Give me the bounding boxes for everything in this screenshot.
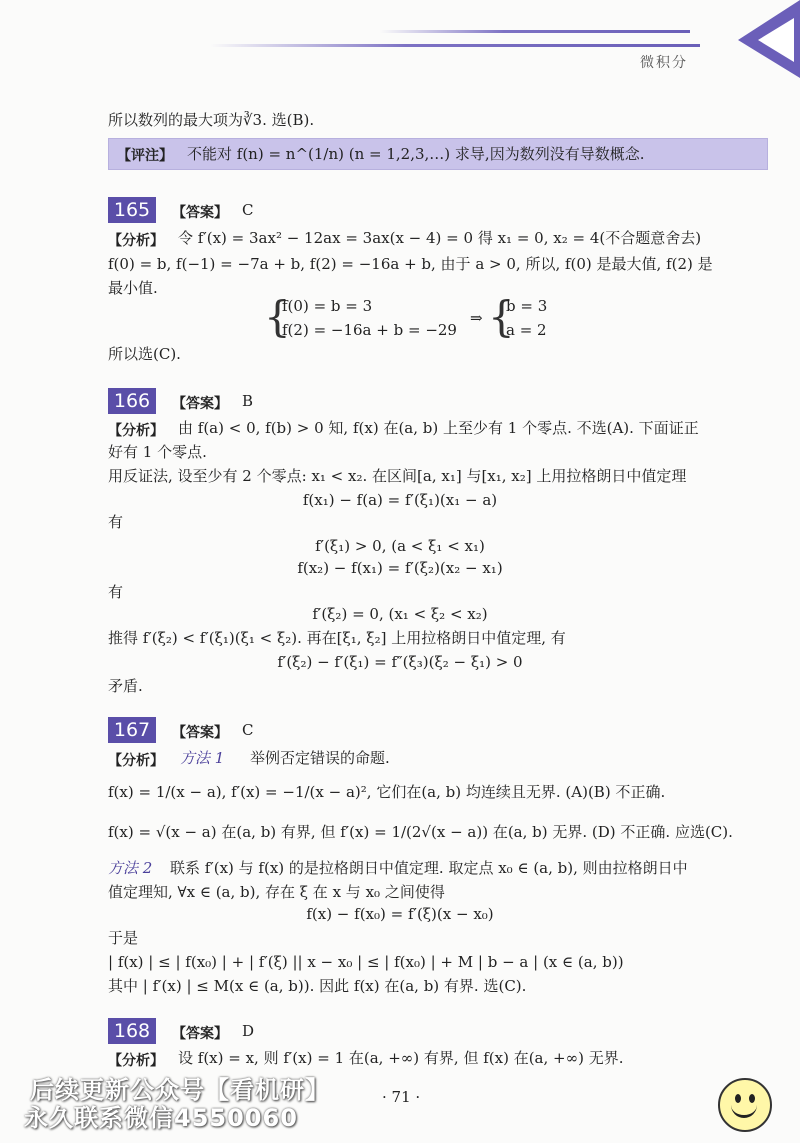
answer-label-165: 【答案】 xyxy=(172,205,228,221)
method-label: 方法 1 xyxy=(180,749,225,767)
section-title: 微积分 xyxy=(640,55,688,71)
equation: f(x₂) − f(x₁) = f′(ξ₂)(x₂ − x₁) xyxy=(297,559,503,577)
analysis-label-167: 【分析】 xyxy=(108,753,164,769)
equation: f′(ξ₁) > 0, (a < ξ₁ < x₁) xyxy=(315,537,485,555)
method-label: 方法 2 xyxy=(108,859,153,877)
equation: f(x) − f(x₀) = f′(ξ)(x − x₀) xyxy=(306,905,494,923)
brace-right: { xyxy=(488,292,515,341)
equation: f′(ξ₂) − f′(ξ₁) = f″(ξ₃)(ξ₂ − ξ₁) > 0 xyxy=(277,653,523,671)
text-line: f(0) = b, f(−1) = −7a + b, f(2) = −16a + b, 由于 a > 0, 所以, f(0) 是最大值, f(2) 是 xyxy=(108,255,713,273)
formula-line: f(x) = 1/(x − a), f′(x) = −1/(x − a)², 它们在(a, b) 均连续且无界. (A)(B) 不正确. xyxy=(108,783,666,801)
text-line: 其中 | f′(x) | ≤ M(x ∈ (a, b)). 因此 f(x) 在(a, b) 有界. 选(C). xyxy=(108,977,527,995)
question-number-168: 168 xyxy=(108,1018,156,1044)
analysis-label-166: 【分析】 xyxy=(108,423,164,439)
answer-165: C xyxy=(242,201,254,219)
text-line: 举例否定错误的命题. xyxy=(250,749,390,767)
text-line: 好有 1 个零点. xyxy=(108,443,207,461)
system-eq: a = 2 xyxy=(506,321,547,339)
question-number-165: 165 xyxy=(108,197,156,223)
text-line: 值定理知, ∀x ∈ (a, b), 存在 ξ 在 x 与 x₀ 之间使得 xyxy=(108,883,445,901)
analysis-label-168: 【分析】 xyxy=(108,1053,164,1069)
equation: f′(ξ₂) = 0, (x₁ < ξ₂ < x₂) xyxy=(312,605,488,623)
note-box xyxy=(108,138,768,170)
smiley-face-icon xyxy=(718,1078,772,1132)
answer-167: C xyxy=(242,721,254,739)
smiley-mouth-icon xyxy=(731,1102,757,1118)
text-line: 所以选(C). xyxy=(108,345,181,363)
equation: f(x₁) − f(a) = f′(ξ₁)(x₁ − a) xyxy=(302,491,498,509)
text-line: 令 f′(x) = 3ax² − 12ax = 3ax(x − 4) = 0 得 x₁ = 0, x₂ = 4(不合题意舍去) xyxy=(178,229,702,247)
watermark-line-1: 后续更新公众号【看机研】 xyxy=(30,1076,330,1104)
question-number-167: 167 xyxy=(108,717,156,743)
text-line: 最小值. xyxy=(108,279,158,297)
note-label: 【评注】 xyxy=(117,148,173,164)
system-eq: b = 3 xyxy=(506,297,548,315)
question-number-166: 166 xyxy=(108,388,156,414)
text-line: 设 f(x) = x, 则 f′(x) = 1 在(a, +∞) 有界, 但 f(x) 在(a, +∞) 无界. xyxy=(178,1049,624,1067)
formula-line: f(x) = √(x − a) 在(a, b) 有界, 但 f′(x) = 1/(2√(x − a)) 在(a, b) 无界. (D) 不正确. 应选(C). xyxy=(108,823,733,841)
answer-166: B xyxy=(242,392,254,410)
system-eq: f(2) = −16a + b = −29 xyxy=(282,321,457,339)
equation: | f(x) | ≤ | f(x₀) | + | f′(ξ) || x − x₀ | ≤ | f(x₀) | + M | b − a | (x ∈ (a, b)) xyxy=(108,953,624,971)
answer-label-166: 【答案】 xyxy=(172,396,228,412)
page-number: · 71 · xyxy=(382,1088,421,1106)
text-line: 有 xyxy=(108,583,124,601)
text-line: 推得 f′(ξ₂) < f′(ξ₁)(ξ₁ < ξ₂). 再在[ξ₁, ξ₂] 上用拉格朗日中值定理, 有 xyxy=(108,629,566,647)
text-line: 有 xyxy=(108,513,124,531)
answer-label-167: 【答案】 xyxy=(172,725,228,741)
analysis-label-165: 【分析】 xyxy=(108,233,164,249)
answer-168: D xyxy=(242,1022,255,1040)
brace-left: { xyxy=(264,292,291,341)
watermark-line-2: 永久联系微信4550060 xyxy=(24,1104,298,1132)
text-line: 于是 xyxy=(108,929,139,947)
note-text: 不能对 f(n) = n^(1/n) (n = 1,2,3,…) 求导,因为数列没有导数概念. xyxy=(187,145,645,163)
intro-line: 所以数列的最大项为∛3. 选(B). xyxy=(108,111,315,129)
system-eq: f(0) = b = 3 xyxy=(282,297,373,315)
text-line: 联系 f′(x) 与 f(x) 的是拉格朗日中值定理. 取定点 x₀ ∈ (a, b), 则由拉格朗日中 xyxy=(170,859,688,877)
text-line: 由 f(a) < 0, f(b) > 0 知, f(x) 在(a, b) 上至少有 1 个零点. 不选(A). 下面证正 xyxy=(178,419,699,437)
implies-arrow: ⇒ xyxy=(470,309,483,327)
text-line: 用反证法, 设至少有 2 个零点: x₁ < x₂. 在区间[a, x₁] 与[x₁, x₂] 上用拉格朗日中值定理 xyxy=(108,467,687,485)
header-rule-top xyxy=(380,30,690,33)
text-line: 矛盾. xyxy=(108,677,143,695)
corner-triangle-icon xyxy=(738,0,800,78)
answer-label-168: 【答案】 xyxy=(172,1026,228,1042)
header-rule-bottom xyxy=(210,44,700,47)
